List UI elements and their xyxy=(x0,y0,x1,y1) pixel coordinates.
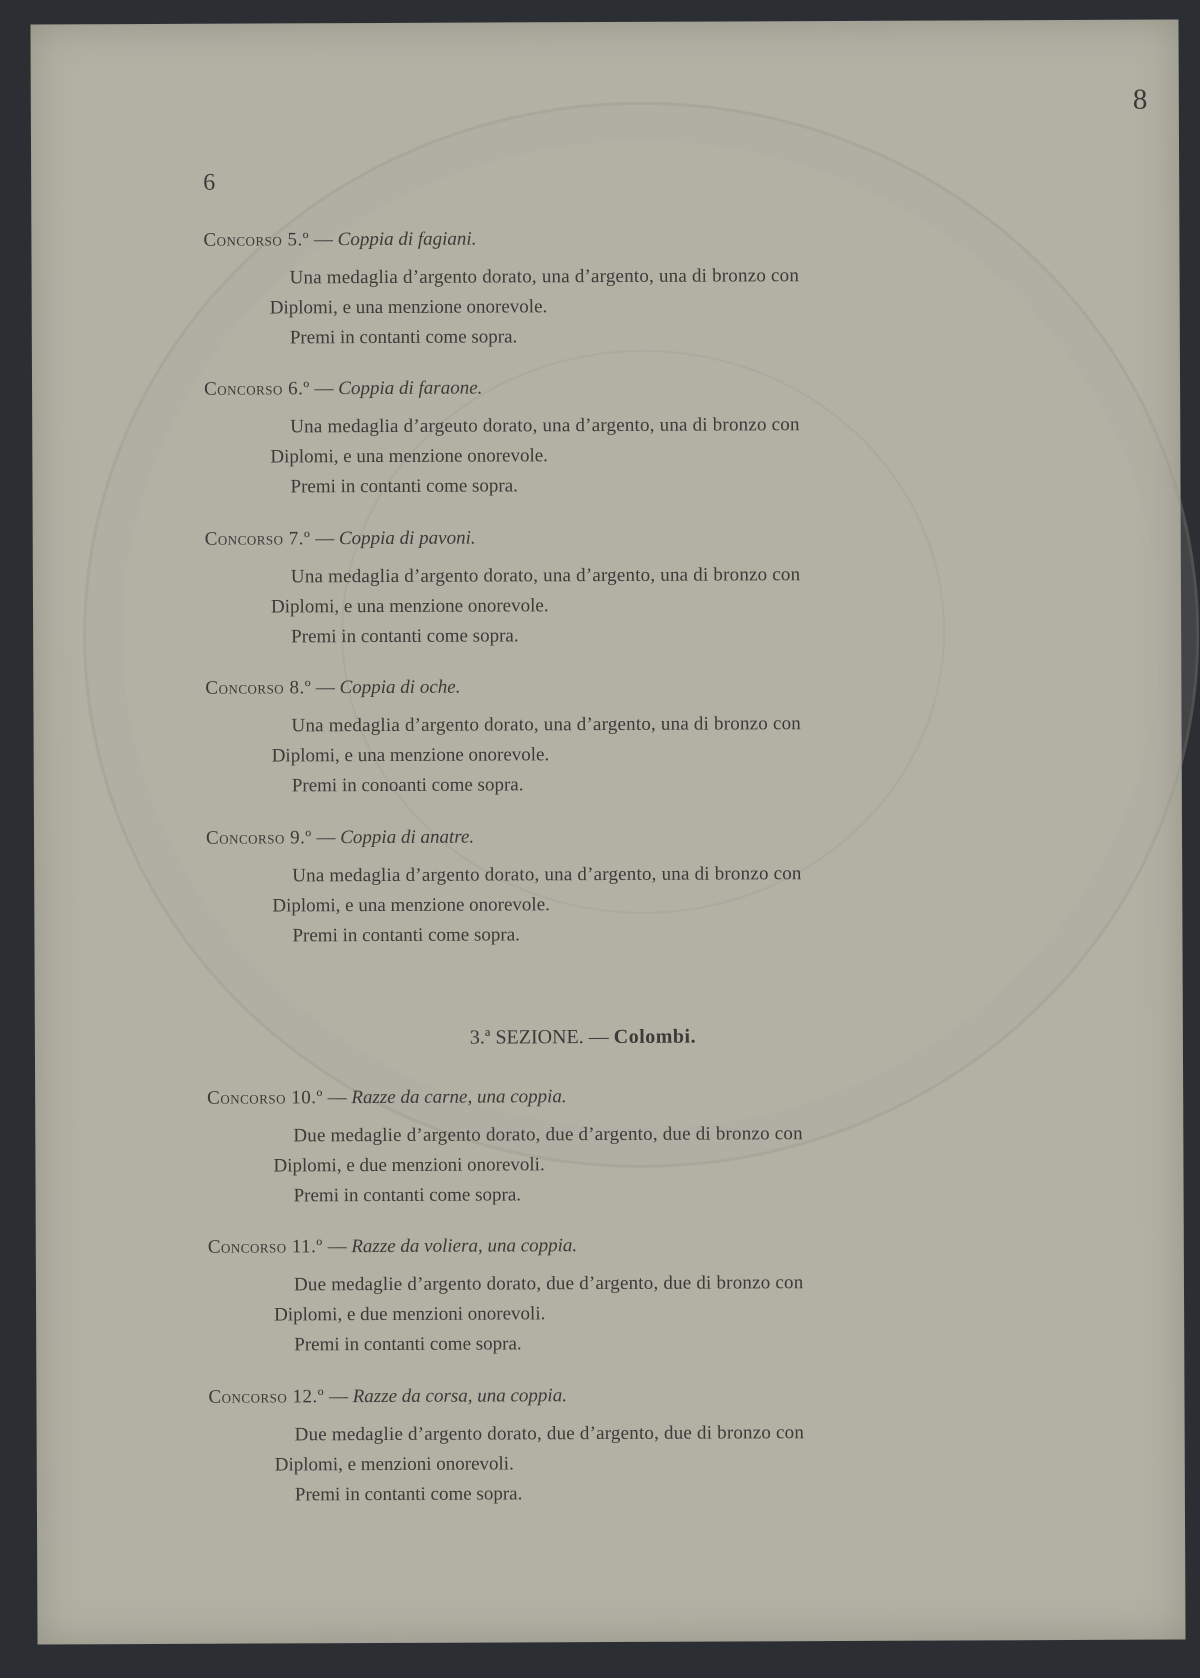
concorso-title: Razze da corsa, una coppia. xyxy=(352,1385,567,1408)
prize-line-cont: Diplomi, e due menzioni onorevoli. xyxy=(274,1303,546,1326)
section-number: 3.ª SEZIONE. xyxy=(469,1026,584,1049)
dash: — xyxy=(316,827,336,849)
concorso-label: Concorso 12.º xyxy=(208,1386,325,1408)
cash-prize-line: Premi in contanti come sopra. xyxy=(290,475,518,498)
page-number-right: 8 xyxy=(1132,83,1148,116)
prize-line-cont: Diplomi, e una menzione onorevole. xyxy=(271,744,550,767)
concorso-entry xyxy=(204,376,800,499)
prize-line: Una medaglia d’argento dorato, una d’argento, una di bronzo con xyxy=(289,265,800,289)
prize-line: Due medaglie d’argento dorato, due d’argento, due di bronzo con xyxy=(293,1272,804,1296)
concorso-heading xyxy=(208,1384,804,1409)
concorso-entry xyxy=(208,1384,804,1507)
concorso-heading xyxy=(207,1085,803,1110)
page-number-left: 6 xyxy=(203,169,216,196)
concorso-entry xyxy=(205,675,801,798)
prize-line-cont: Diplomi, e due menzioni onorevoli. xyxy=(273,1154,545,1177)
concorso-title: Razze da voliera, una coppia. xyxy=(351,1235,578,1258)
cash-prize-line: Premi in contanti come sopra. xyxy=(292,924,520,947)
concorso-title: Coppia di pavoni. xyxy=(338,527,476,550)
concorso-entry xyxy=(205,526,801,649)
concorso-heading xyxy=(205,526,801,551)
concorso-heading xyxy=(205,675,801,700)
concorso-label: Concorso 10.º xyxy=(207,1087,323,1109)
prize-line: Una medaglia d’argento dorato, una d’argento, una di bronzo con xyxy=(291,713,802,737)
prize-line: Due medaglie d’argento dorato, due d’argento, due di bronzo con xyxy=(293,1123,803,1147)
dash: — xyxy=(313,229,333,251)
dash: — xyxy=(314,378,334,400)
concorso-label: Concorso 8.º xyxy=(205,677,312,699)
concorso-title: Coppia di faraone. xyxy=(338,377,483,400)
section-dash: — xyxy=(588,1025,609,1049)
concorso-heading xyxy=(206,825,802,850)
concorso-title: Razze da carne, una coppia. xyxy=(351,1086,567,1109)
concorso-entry xyxy=(207,1085,803,1208)
cash-prize-line: Premi in contanti come sopra. xyxy=(289,326,518,349)
document-page xyxy=(30,20,1185,1645)
concorso-title: Coppia di anatre. xyxy=(340,826,475,849)
prize-line: Una medaglia d’argento dorato, una d’argento, una di bronzo con xyxy=(292,863,802,887)
concorso-title: Coppia di fagiani. xyxy=(337,228,477,251)
dash: — xyxy=(315,528,335,550)
concorso-heading xyxy=(204,376,800,401)
dash: — xyxy=(328,1386,348,1408)
concorso-label: Concorso 11.º xyxy=(207,1236,323,1258)
concorso-entry xyxy=(203,227,799,350)
concorso-label: Concorso 7.º xyxy=(204,528,311,550)
concorso-label: Concorso 5.º xyxy=(203,229,310,251)
dash: — xyxy=(327,1236,347,1258)
section-heading xyxy=(470,1026,696,1050)
concorso-entry xyxy=(208,1234,804,1357)
prize-line-cont: Diplomi, e una menzione onorevole. xyxy=(270,595,549,618)
prize-line: Una medaglia d’argeuto dorato, una d’argento, una di bronzo con xyxy=(290,414,800,438)
dash: — xyxy=(315,677,335,699)
prize-line-cont: Diplomi, e menzioni onorevoli. xyxy=(274,1453,514,1476)
prize-line-cont: Diplomi, e una menzione onorevole. xyxy=(270,445,548,468)
cash-prize-line: Premi in contanti come sopra. xyxy=(294,1483,523,1506)
prize-line: Due medaglie d’argento dorato, due d’argento, due di bronzo con xyxy=(294,1422,805,1446)
prize-line: Una medaglia d’argento dorato, una d’argento, una di bronzo con xyxy=(290,564,801,588)
cash-prize-line: Premi in conoanti come sopra. xyxy=(291,774,524,797)
concorso-title: Coppia di oche. xyxy=(339,676,461,699)
section-name: Colombi. xyxy=(613,1025,697,1048)
concorso-label: Concorso 6.º xyxy=(204,378,310,400)
concorso-entry xyxy=(206,825,802,948)
cash-prize-line: Premi in contanti come sopra. xyxy=(291,625,519,648)
dash: — xyxy=(327,1087,347,1109)
prize-line-cont: Diplomi, e una menzione onorevole. xyxy=(272,894,550,917)
cash-prize-line: Premi in contanti come sopra. xyxy=(293,1184,522,1207)
concorso-heading xyxy=(203,227,799,252)
concorso-label: Concorso 9.º xyxy=(205,827,312,849)
prize-line-cont: Diplomi, e una menzione onorevole. xyxy=(269,296,548,319)
concorso-heading xyxy=(208,1234,804,1259)
cash-prize-line: Premi in contanti come sopra. xyxy=(294,1333,522,1356)
